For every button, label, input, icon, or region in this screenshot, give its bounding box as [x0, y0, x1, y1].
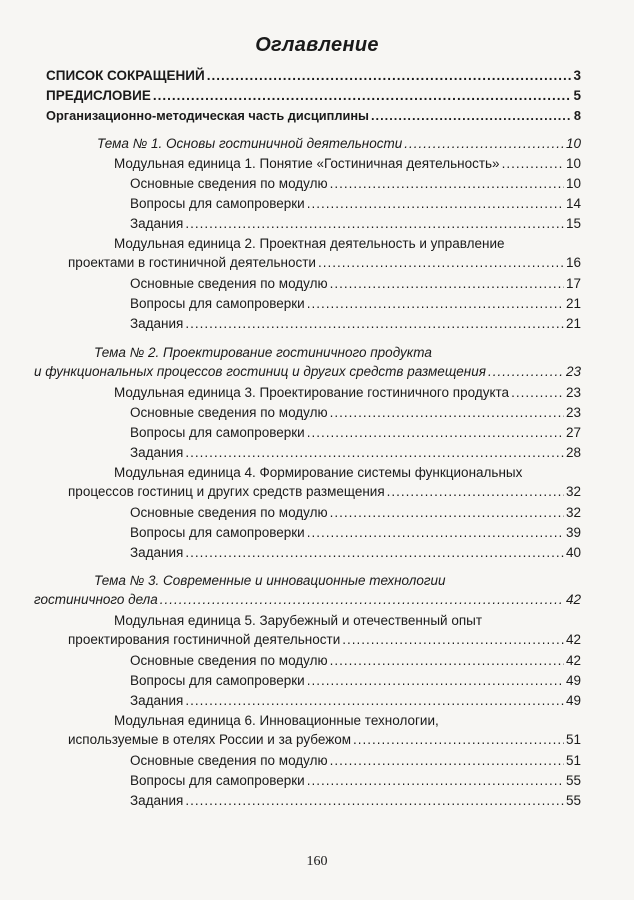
- toc-entry-page: 28: [565, 445, 581, 460]
- toc-entry-page: 10: [565, 156, 581, 171]
- toc-subentry[interactable]: [130, 651, 581, 670]
- toc-subentry[interactable]: [130, 771, 581, 790]
- toc-entry-title: Модульная единица 3. Проектирование гостиничного продукта: [114, 385, 510, 400]
- page-title: Оглавление: [255, 34, 379, 56]
- toc-entry-page: 15: [565, 216, 581, 231]
- toc-subentry[interactable]: [130, 443, 581, 462]
- toc-module-entry[interactable]: [46, 463, 581, 501]
- toc-entry-page: 10: [565, 176, 581, 191]
- toc-subentry[interactable]: [130, 671, 581, 690]
- toc-entry-title: Вопросы для самопроверки: [130, 673, 305, 688]
- toc-entry-title: Основные сведения по модулю: [130, 276, 328, 291]
- toc-entry-title: Основные сведения по модулю: [130, 405, 328, 420]
- toc-entry-page: 49: [565, 673, 581, 688]
- toc-entry[interactable]: [46, 86, 581, 105]
- toc-entry-page: 23: [565, 385, 581, 400]
- toc-entry-title: и функциональных процессов гостиниц и других средств размещения: [34, 364, 486, 379]
- toc-entry-title: Модульная единица 1. Понятие «Гостиничная деятельность»: [114, 156, 500, 171]
- toc-theme-entry[interactable]: [34, 343, 581, 381]
- toc-subentry[interactable]: [130, 691, 581, 710]
- toc-theme-entry[interactable]: [34, 571, 581, 609]
- toc-entry-page: 3: [573, 68, 581, 83]
- toc-entry-page: 14: [565, 196, 581, 211]
- toc-module-entry[interactable]: [46, 234, 581, 272]
- toc-entry-page: 40: [565, 545, 581, 560]
- toc-entry-title: ПРЕДИСЛОВИЕ: [46, 88, 151, 103]
- page-number: 160: [306, 854, 328, 869]
- toc-entry-title-line1: Тема № 3. Современные и инновационные технологии: [94, 573, 446, 588]
- toc-subentry[interactable]: [130, 403, 581, 422]
- toc-entry-title: Основные сведения по модулю: [130, 653, 328, 668]
- toc-subentry[interactable]: [130, 194, 581, 213]
- toc-subentry[interactable]: [130, 294, 581, 313]
- toc-entry-page: 42: [565, 632, 581, 647]
- toc-entry-page: 21: [565, 296, 581, 311]
- toc-entry-page: 42: [565, 592, 581, 607]
- toc-entry-title: Основные сведения по модулю: [130, 753, 328, 768]
- toc-subentry[interactable]: [130, 314, 581, 333]
- toc-entry-title-line1: Модульная единица 6. Инновационные технологии,: [114, 713, 439, 728]
- toc-module-entry[interactable]: [46, 611, 581, 649]
- toc-entry-title: Основные сведения по модулю: [130, 505, 328, 520]
- toc-entry-page: 55: [565, 793, 581, 808]
- toc-entry-title: проектами в гостиничной деятельности: [68, 255, 316, 270]
- toc-entry-page: 5: [573, 88, 581, 103]
- toc-entry-title: гостиничного дела: [34, 592, 158, 607]
- toc-entry-title: СПИСОК СОКРАЩЕНИЙ: [46, 68, 205, 83]
- toc-entry-page: 21: [565, 316, 581, 331]
- toc-entry-title: Задания: [130, 793, 184, 808]
- toc-module-entry[interactable]: [114, 383, 581, 402]
- toc-entry-title: проектирования гостиничной деятельности: [68, 632, 341, 647]
- toc-entry-title: Задания: [130, 693, 184, 708]
- toc-entry-title: Вопросы для самопроверки: [130, 196, 305, 211]
- toc-entry-page: 17: [565, 276, 581, 291]
- toc-entry-title: процессов гостиниц и других средств размещения: [68, 484, 385, 499]
- toc-entry-page: 16: [565, 255, 581, 270]
- toc-entry-title: Основные сведения по модулю: [130, 176, 328, 191]
- toc-theme-entry[interactable]: [97, 134, 581, 153]
- toc-entry-title: Вопросы для самопроверки: [130, 296, 305, 311]
- toc-entry-title: Задания: [130, 445, 184, 460]
- toc-entry-page: 32: [565, 484, 581, 499]
- toc-subentry[interactable]: [130, 791, 581, 810]
- toc-entry-page: 51: [565, 753, 581, 768]
- toc-entry-title: Вопросы для самопроверки: [130, 525, 305, 540]
- toc-entry-title: Задания: [130, 216, 184, 231]
- toc-entry-page: 49: [565, 693, 581, 708]
- toc-entry-title-line1: Модульная единица 5. Зарубежный и отечественный опыт: [114, 613, 483, 628]
- toc-entry-title: Задания: [130, 545, 184, 560]
- toc-subentry[interactable]: [130, 523, 581, 542]
- toc-entry[interactable]: [46, 66, 581, 85]
- toc-entry-page: 27: [565, 425, 581, 440]
- toc-entry-page: 32: [565, 505, 581, 520]
- toc-module-entry[interactable]: [46, 711, 581, 749]
- toc-subentry[interactable]: [130, 174, 581, 193]
- toc-entry-page: 55: [565, 773, 581, 788]
- toc-entry-title-line1: Тема № 2. Проектирование гостиничного продукта: [94, 345, 432, 360]
- toc-entry-page: 8: [573, 108, 581, 123]
- toc-entry-title-line1: Модульная единица 2. Проектная деятельность и управление: [114, 236, 505, 251]
- toc-entry-page: 23: [565, 364, 581, 379]
- toc-entry-title-line1: Модульная единица 4. Формирование системы функциональных: [114, 465, 523, 480]
- toc-entry-title: Задания: [130, 316, 184, 331]
- toc-subentry[interactable]: [130, 214, 581, 233]
- toc-entry-title: Вопросы для самопроверки: [130, 425, 305, 440]
- toc-entry-title: Вопросы для самопроверки: [130, 773, 305, 788]
- toc-entry-title: Организационно-методическая часть дисциплины: [46, 108, 369, 123]
- toc-subentry[interactable]: [130, 274, 581, 293]
- toc-entry[interactable]: [46, 106, 581, 125]
- toc-subentry[interactable]: [130, 543, 581, 562]
- toc-entry-page: 39: [565, 525, 581, 540]
- toc-subentry[interactable]: [130, 503, 581, 522]
- toc-entry-title: Тема № 1. Основы гостиничной деятельности: [97, 136, 403, 151]
- toc-entry-title: используемые в отелях России и за рубежом: [68, 732, 352, 747]
- toc-entry-page: 10: [565, 136, 581, 151]
- toc-subentry[interactable]: [130, 423, 581, 442]
- toc-module-entry[interactable]: [114, 154, 581, 173]
- toc-subentry[interactable]: [130, 751, 581, 770]
- toc-entry-page: 23: [565, 405, 581, 420]
- toc-entry-page: 51: [565, 732, 581, 747]
- toc-entry-page: 42: [565, 653, 581, 668]
